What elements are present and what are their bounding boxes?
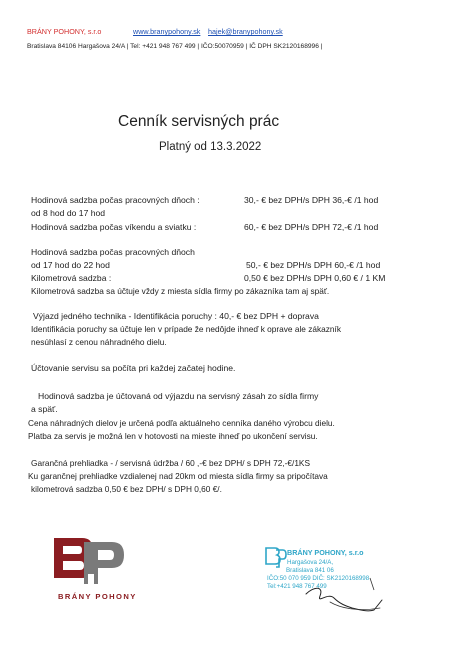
terms-line-4: Platba za servis je možná len v hotovosti na mieste ihneď po ukončení servisu. bbox=[28, 431, 318, 441]
rate-evening-hours: od 17 hod do 22 hod bbox=[31, 260, 110, 270]
header-address-line: Bratislava 84106 Hargašova 24/A | Tel: +421 948 767 499 | IČO:50070959 | IČ DPH SK2120168996 | bbox=[27, 43, 323, 50]
diagnosis-line-2: Identifikácia poruchy sa účtuje len v prípade že nedôjde ihneď k oprave ale zákazník bbox=[31, 324, 341, 334]
company-logo bbox=[54, 536, 126, 588]
header-email-link[interactable]: hajek@branypohony.sk bbox=[208, 27, 283, 36]
diagnosis-line-1: Výjazd jedného technika - Identifikácia poruchy : 40,- € bez DPH + doprava bbox=[33, 311, 319, 321]
terms-line-2: a späť. bbox=[31, 404, 58, 414]
logo-text: BRÁNY POHONY bbox=[58, 592, 137, 601]
billing-note: Účtovanie servisu sa počíta pri každej začatej hodine. bbox=[31, 363, 236, 373]
stamp-city: Bratislava 841 06 bbox=[286, 567, 334, 574]
terms-line-1: Hodinová sadzba je účtovaná od výjazdu na servisný zásah zo sídla firmy bbox=[38, 391, 319, 401]
rate-evening-value: 50,- € bez DPH/s DPH 60,-€ /1 hod bbox=[246, 260, 381, 270]
stamp-logo-icon bbox=[265, 546, 287, 570]
company-logo-mark bbox=[54, 536, 126, 588]
stamp-phone: Tel:+421 948 767 499 bbox=[267, 583, 327, 590]
stamp-company: BRÁNY POHONY, s.r.o bbox=[287, 548, 364, 557]
terms-line-3: Cena náhradných dielov je určená podľa aktuálneho cenníka daného výrobcu dielu. bbox=[28, 418, 335, 428]
header-website-link[interactable]: www.branypohony.sk bbox=[133, 27, 201, 36]
page-subtitle: Platný od 13.3.2022 bbox=[159, 141, 262, 153]
rate-weekend-value: 60,- € bez DPH/s DPH 72,-€ /1 hod bbox=[244, 222, 379, 232]
rate-weekend-label: Hodinová sadzba počas víkendu a sviatku : bbox=[31, 222, 197, 232]
rate-km-value: 0,50 € bez DPH/s DPH 0,60 € / 1 KM bbox=[244, 273, 386, 283]
warranty-line-1: Garančná prehliadka - / servisná údržba / 60 ,-€ bez DPH/ s DPH 72,-€/1KS bbox=[31, 458, 310, 468]
rate-weekday-label: Hodinová sadzba počas pracovných dňoch : bbox=[31, 195, 200, 205]
warranty-line-2: Ku garančnej prehliadke vzdialenej nad 20km od miesta sídla firmy sa pripočítava bbox=[28, 471, 328, 481]
rate-evening-label: Hodinová sadzba počas pracovných dňoch bbox=[31, 247, 195, 257]
rate-km-label: Kilometrová sadzba : bbox=[31, 273, 112, 283]
warranty-line-3: kilometrová sadzba 0,50 € bez DPH/ s DPH 0,60 €/. bbox=[31, 484, 222, 494]
stamp-ids: IČO:50 070 959 DIČ: SK2120168998 bbox=[267, 575, 370, 582]
signature bbox=[300, 572, 390, 618]
diagnosis-line-3: nesúhlasí z cenou náhradného dielu. bbox=[31, 337, 167, 347]
stamp-street: Hargašova 24/A, bbox=[287, 559, 334, 566]
rate-weekday-value: 30,- € bez DPH/s DPH 36,-€ /1 hod bbox=[244, 195, 379, 205]
rate-weekday-hours: od 8 hod do 17 hod bbox=[31, 208, 106, 218]
page-title: Cenník servisných prác bbox=[118, 113, 280, 130]
header-company-name: BRÁNY POHONY, s.r.o bbox=[27, 27, 102, 36]
rate-km-note: Kilometrová sadzba sa účtuje vždy z miesta sídla firmy po zákazníka tam aj späť. bbox=[31, 286, 330, 296]
